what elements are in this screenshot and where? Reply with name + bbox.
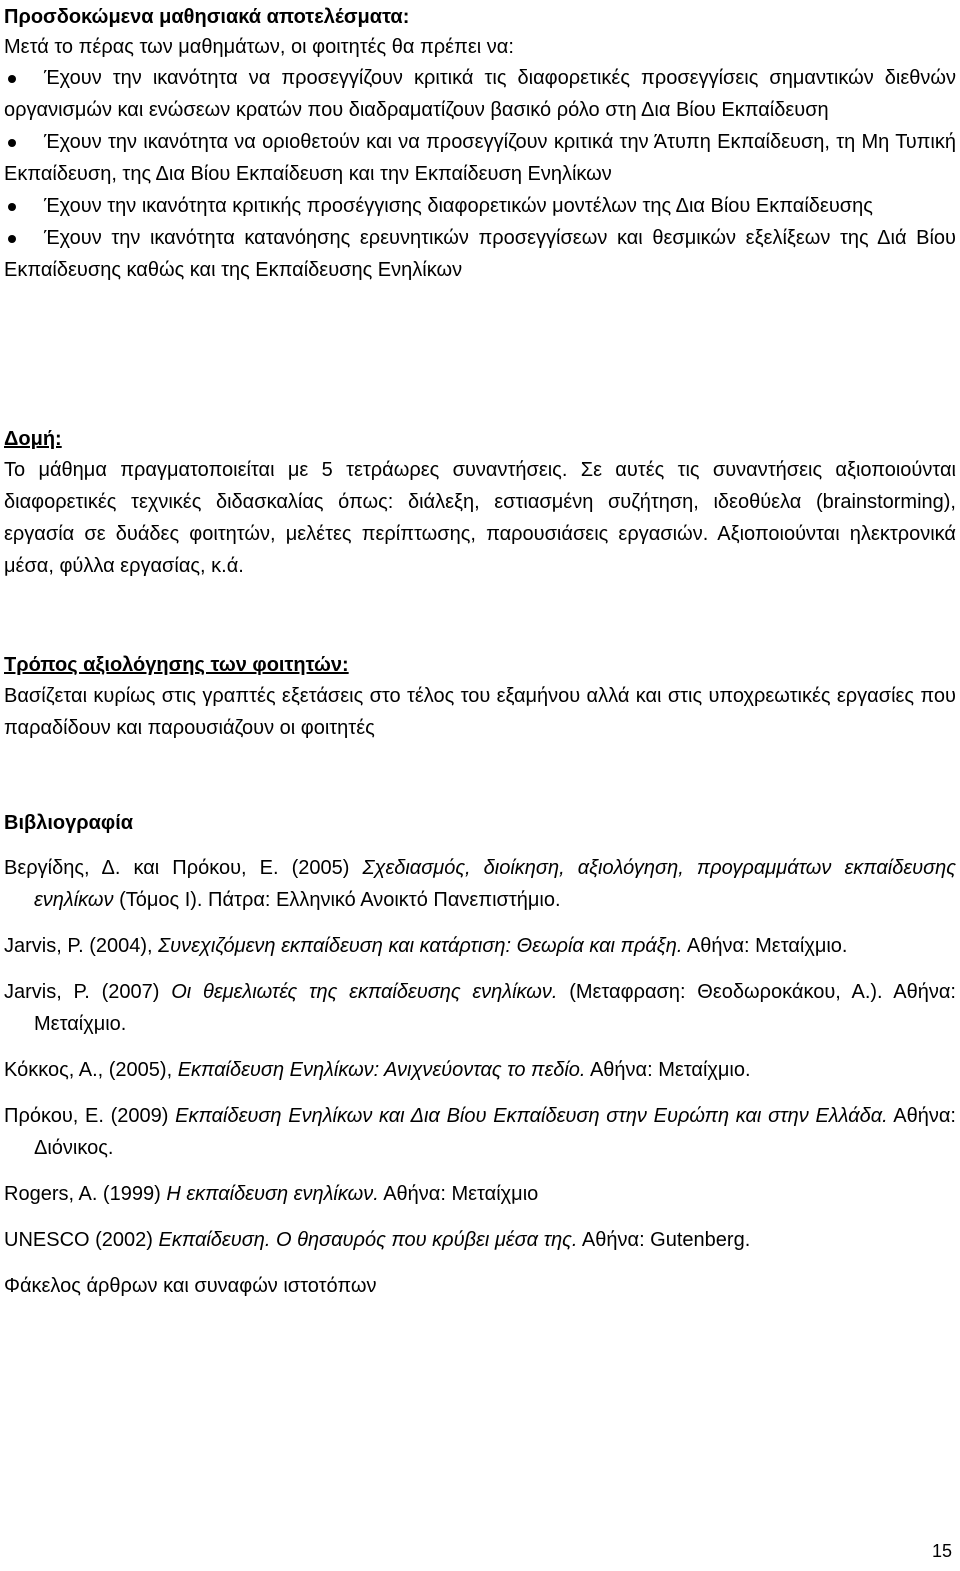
list-item: Έχουν την ικανότητα να οριοθετούν και να προσεγγίζουν κριτικά την Άτυπη Εκπαίδευση, τη Μη Τυπική Εκπαίδευση, της Δια Βίου Εκπαίδευση και την Εκπαίδευση Ενηλίκων <box>4 131 956 185</box>
outcomes-list <box>4 62 956 286</box>
reference-item: Rogers, A. (1999) Η εκπαίδευση ενηλίκων. Αθήνα: Μεταίχμιο <box>4 1183 539 1205</box>
list-item: Έχουν την ικανότητα κατανόησης ερευνητικών προσεγγίσεων και θεσμικών εξελίξεων της Διά Βίου Εκπαίδευσης καθώς και της Εκπαίδευσης Ενηλίκων <box>4 227 956 281</box>
reference-item: Κόκκος, Α., (2005), Εκπαίδευση Ενηλίκων: Ανιχνεύοντας το πεδίο. Αθήνα: Μεταίχμιο. <box>4 1059 751 1081</box>
structure-heading: Δομή: <box>4 428 62 450</box>
outcomes-heading: Προσδοκώμενα μαθησιακά αποτελέσματα: <box>4 6 410 28</box>
bullet-icon <box>8 235 16 243</box>
list-item: Έχουν την ικανότητα να προσεγγίζουν κριτικά τις διαφορετικές προσεγγίσεις σημαντικών διεθνών οργανισμών και ενώσεων κρατών που διαδραματίζουν βασικό ρόλο στη Δια Βίου Εκπαίδευση <box>4 67 956 121</box>
reference-item: Βεργίδης, Δ. και Πρόκου, Ε. (2005) Σχεδιασμός, διοίκηση, αξιολόγηση, προγραμμάτων εκπαίδευσης ενηλίκων (Τόμος Ι). Πάτρα: Ελληνικό Ανοικτό Πανεπιστήμιο. <box>4 857 956 911</box>
structure-section <box>4 424 956 582</box>
bullet-icon <box>8 75 16 83</box>
reference-item: UNESCO (2002) Εκπαίδευση. Ο θησαυρός που κρύβει μέσα της. Αθήνα: Gutenberg. <box>4 1229 751 1251</box>
reference-item: Jarvis, P. (2007) Οι θεμελιωτές της εκπαίδευσης ενηλίκων. (Μεταφραση: Θεοδωροκάκου, Α.). Αθήνα: Μεταίχμιο. <box>4 981 956 1035</box>
assessment-section <box>4 650 956 744</box>
list-item: Έχουν την ικανότητα κριτικής προσέγγισης διαφορετικών μοντέλων της Δια Βίου Εκπαίδευσης <box>4 190 956 222</box>
assessment-text: Βασίζεται κυρίως στις γραπτές εξετάσεις στο τέλος του εξαμήνου αλλά και στις υποχρεωτικές εργασίες που παραδίδουν και παρουσιάζουν οι φοιτητές <box>4 685 956 739</box>
page-number: 15 <box>931 1541 952 1561</box>
reference-item: Φάκελος άρθρων και συναφών ιστοτόπων <box>4 1275 377 1297</box>
assessment-heading: Τρόπος αξιολόγησης των φοιτητών: <box>4 654 349 676</box>
bibliography-section <box>4 808 956 1302</box>
bullet-icon <box>8 203 16 211</box>
structure-text: Το μάθημα πραγματοποιείται με 5 τετράωρες συναντήσεις. Σε αυτές τις συναντήσεις αξιοποιούνται διαφορετικές τεχνικές διδασκαλίας όπως: διάλεξη, εστιασμένη συζήτηση, ιδεοθύελα (brainstorming), εργασία σε δυάδες φοιτητών, μελέτες περίπτωσης, παρουσιάσεις εργασιών. Αξιοποιούνται ηλεκτρονικά μέσα, φύλλα εργασίας, κ.ά. <box>4 459 956 577</box>
bullet-icon <box>8 139 16 147</box>
reference-item: Jarvis, P. (2004), Συνεχιζόμενη εκπαίδευση και κατάρτιση: Θεωρία και πράξη. Αθήνα: Μεταίχμιο. <box>4 935 848 957</box>
reference-item: Πρόκου, Ε. (2009) Εκπαίδευση Ενηλίκων και Δια Βίου Εκπαίδευση στην Ευρώπη και στην Ελλάδα. Αθήνα: Διόνικος. <box>4 1105 956 1159</box>
outcomes-section <box>4 2 956 286</box>
bibliography-heading: Βιβλιογραφία <box>4 812 134 834</box>
outcomes-intro: Μετά το πέρας των μαθημάτων, οι φοιτητές θα πρέπει να: <box>4 36 514 58</box>
